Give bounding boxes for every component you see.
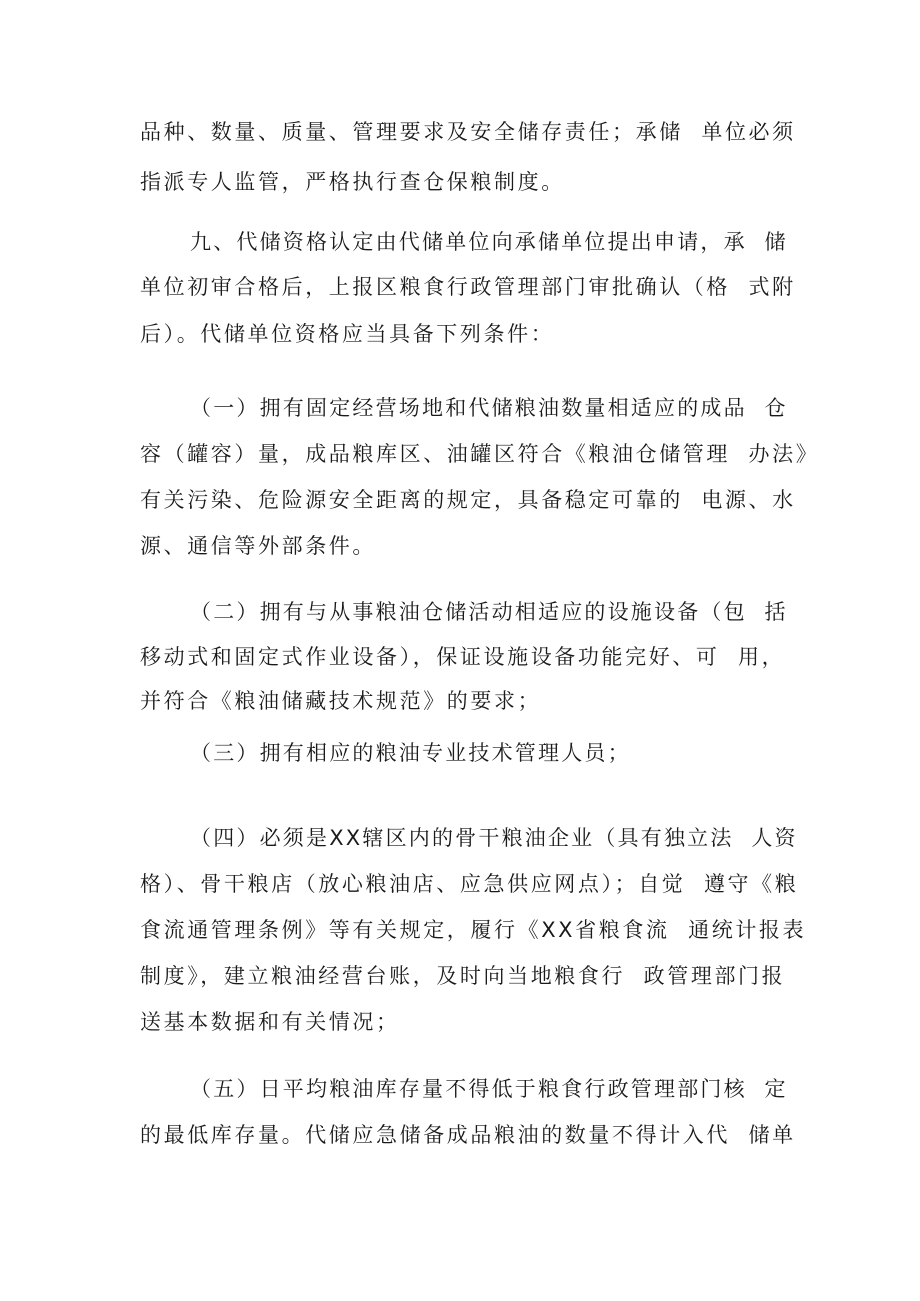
text-line: （二）拥有与从事粮油仓储活动相适应的设施设备（包 括 — [190, 600, 788, 624]
paragraph-storage-responsibility — [140, 112, 796, 202]
text-line: 移动式和固定式作业设备），保证设施设备功能完好、可 用， — [140, 645, 786, 669]
text-line: 送基本数据和有关情况； — [140, 1010, 400, 1034]
text-line: 源、通信等外部条件。 — [140, 534, 376, 558]
text-line: 的最低库存量。代储应急储备成品粮油的数量不得计入代 储单 — [140, 1123, 796, 1147]
text-line: （四）必须是XX辖区内的骨干粮油企业（具有独立法 人资 — [190, 826, 798, 850]
text-line: （一）拥有固定经营场地和代储粮油数量相适应的成品 仓 — [190, 396, 788, 420]
text-line: （三）拥有相应的粮油专业技术管理人员； — [190, 741, 631, 765]
paragraph-item-nine — [140, 222, 796, 354]
paragraph-condition-3 — [140, 733, 790, 773]
text-line: 并符合《粮油储藏技术规范》的要求； — [140, 689, 542, 713]
paragraph-condition-2 — [140, 592, 790, 721]
text-line: （五）日平均粮油库存量不得低于粮食行政管理部门核 定 — [190, 1077, 788, 1101]
paragraph-condition-1 — [140, 388, 820, 566]
text-line: 食流通管理条例》等有关规定，履行《XX省粮食流 通统计报表 — [140, 918, 807, 942]
text-line: 制度》，建立粮油经营台账，及时向当地粮食行 政管理部门报 — [140, 964, 786, 988]
text-line: 指派专人监管，严格执行查仓保粮制度。 — [140, 170, 565, 194]
text-line: 九、代储资格认定由代储单位向承储单位提出申请，承 储 — [190, 230, 788, 254]
text-line: 容（罐容）量，成品粮库区、油罐区符合《粮油仓储管理 办法》 — [140, 442, 820, 466]
text-line: 品种、数量、质量、管理要求及安全储存责任；承储 单位必须 — [140, 120, 796, 144]
text-line: 有关污染、危险源安全距离的规定，具备稳定可靠的 电源、水 — [140, 488, 796, 512]
paragraph-condition-4 — [140, 818, 807, 1042]
paragraph-condition-5 — [140, 1069, 796, 1155]
text-line: 格）、骨干粮店（放心粮油店、应急供应网点）；自觉 遵守《粮 — [140, 872, 799, 896]
text-line: 后）。代储单位资格应当具备下列条件： — [140, 322, 555, 346]
text-line: 单位初审合格后，上报区粮食行政管理部门审批确认（格 式附 — [140, 275, 796, 299]
